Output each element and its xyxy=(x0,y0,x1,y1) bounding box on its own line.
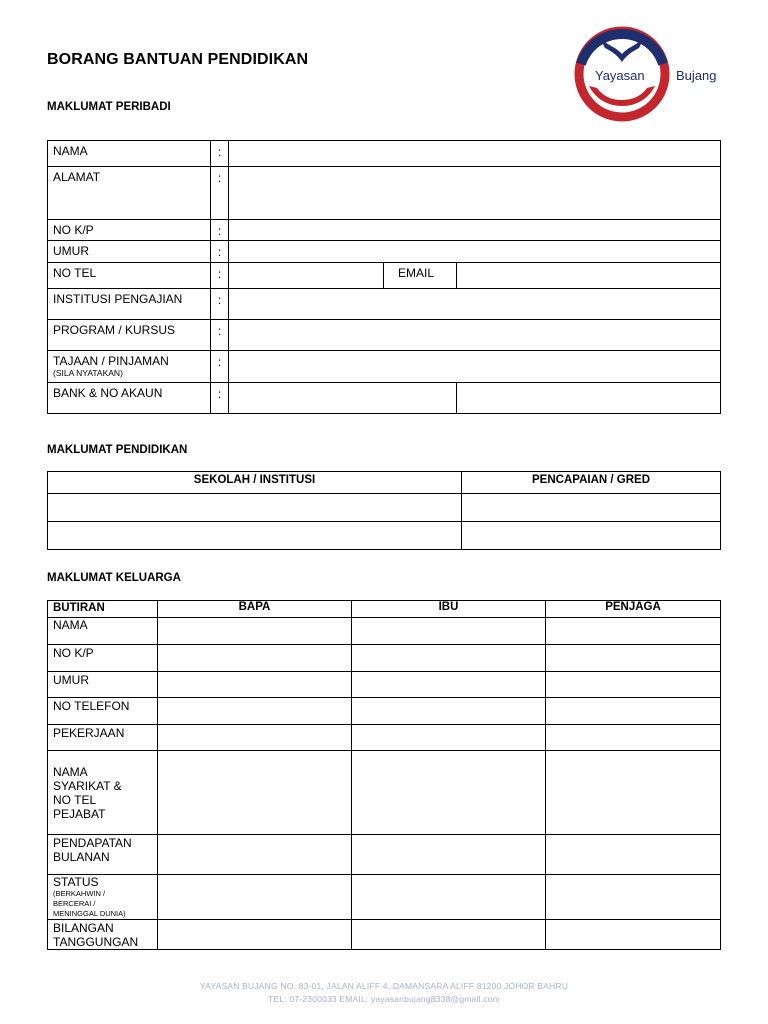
father-dependents-field[interactable] xyxy=(158,920,352,950)
label-name: NAMA xyxy=(48,141,211,167)
colon: : xyxy=(211,220,229,241)
guardian-age-field[interactable] xyxy=(546,672,721,698)
footer-address: YAYASAN BUJANG NO. 83-01, JALAN ALIFF 4, DAMANSARA ALIFF 81200 JOHOR BAHRU xyxy=(199,981,569,991)
company-label-line: PEJABAT xyxy=(53,807,106,821)
section-title-personal: MAKLUMAT PERIBADI xyxy=(47,101,171,113)
status-note-line: BERCERAI / xyxy=(53,899,96,908)
ic-field[interactable] xyxy=(229,220,721,241)
colon: : xyxy=(211,263,229,289)
sponsorship-field[interactable] xyxy=(229,351,721,383)
label-email: EMAIL xyxy=(384,263,457,289)
name-field[interactable] xyxy=(229,141,721,167)
form-title: BORANG BANTUAN PENDIDIKAN xyxy=(47,51,309,68)
col-header-item: BUTIRAN xyxy=(48,601,158,618)
guardian-dependents-field[interactable] xyxy=(546,920,721,950)
dependents-label-line: BILANGAN xyxy=(53,921,114,935)
family-table xyxy=(47,600,721,950)
colon: : xyxy=(211,141,229,167)
label-phone: NO TEL xyxy=(48,263,211,289)
guardian-ic-field[interactable] xyxy=(546,645,721,672)
section-title-family: MAKLUMAT KELUARGA xyxy=(47,572,181,584)
label-sponsorship xyxy=(48,351,211,383)
school-field[interactable] xyxy=(48,494,462,522)
mother-name-field[interactable] xyxy=(352,618,546,645)
col-header-mother: IBU xyxy=(352,601,546,618)
status-note-line: MENINGGAL DUNIA) xyxy=(53,909,126,918)
mother-phone-field[interactable] xyxy=(352,698,546,725)
mother-status-field[interactable] xyxy=(352,875,546,920)
address-field[interactable] xyxy=(229,167,721,220)
colon: : xyxy=(211,383,229,414)
account-number-field[interactable] xyxy=(457,383,721,414)
age-field[interactable] xyxy=(229,241,721,263)
father-phone-field[interactable] xyxy=(158,698,352,725)
mother-ic-field[interactable] xyxy=(352,645,546,672)
mother-dependents-field[interactable] xyxy=(352,920,546,950)
col-header-grade: PENCAPAIAN / GRED xyxy=(462,472,721,494)
sponsorship-note: (SILA NYATAKAN) xyxy=(53,368,123,378)
status-note-line: (BERKAHWIN / xyxy=(53,889,106,898)
father-job-field[interactable] xyxy=(158,725,352,751)
row-label-job: PEKERJAAN xyxy=(48,725,158,751)
colon: : xyxy=(211,241,229,263)
row-label-ic: NO K/P xyxy=(48,645,158,672)
row-label-age: UMUR xyxy=(48,672,158,698)
grade-field[interactable] xyxy=(462,522,721,550)
colon: : xyxy=(211,351,229,383)
father-income-field[interactable] xyxy=(158,835,352,875)
row-label-phone: NO TELEFON xyxy=(48,698,158,725)
company-label-line: NO TEL xyxy=(53,793,97,807)
father-status-field[interactable] xyxy=(158,875,352,920)
dependents-label-line: TANGGUNGAN xyxy=(53,935,139,949)
row-label-dependents xyxy=(48,920,158,950)
grade-field[interactable] xyxy=(462,494,721,522)
school-field[interactable] xyxy=(48,522,462,550)
row-label-status xyxy=(48,875,158,920)
col-header-guardian: PENJAGA xyxy=(546,601,721,618)
col-header-school: SEKOLAH / INSTITUSI xyxy=(48,472,462,494)
row-label-company xyxy=(48,751,158,835)
logo-text-right: Bujang xyxy=(676,68,717,83)
bank-name-field[interactable] xyxy=(229,383,457,414)
colon: : xyxy=(211,289,229,320)
section-title-education: MAKLUMAT PENDIDIKAN xyxy=(47,444,188,456)
father-company-field[interactable] xyxy=(158,751,352,835)
guardian-income-field[interactable] xyxy=(546,835,721,875)
colon: : xyxy=(211,167,229,220)
father-age-field[interactable] xyxy=(158,672,352,698)
label-institution: INSTITUSI PENGAJIAN xyxy=(48,289,211,320)
col-header-father: BAPA xyxy=(158,601,352,618)
mother-age-field[interactable] xyxy=(352,672,546,698)
company-label-line: NAMA xyxy=(53,765,88,779)
guardian-job-field[interactable] xyxy=(546,725,721,751)
guardian-company-field[interactable] xyxy=(546,751,721,835)
phone-field[interactable] xyxy=(229,263,384,289)
footer-contact: TEL: 07-2300033 EMAIL: yayasanbujang8338@gmail.com xyxy=(268,994,500,1004)
company-label-line: SYARIKAT & xyxy=(53,779,122,793)
father-name-field[interactable] xyxy=(158,618,352,645)
program-field[interactable] xyxy=(229,320,721,351)
income-label-line: PENDAPATAN xyxy=(53,836,132,850)
mother-company-field[interactable] xyxy=(352,751,546,835)
label-address: ALAMAT xyxy=(48,167,211,220)
label-age: UMUR xyxy=(48,241,211,263)
yayasan-bujang-logo xyxy=(571,24,727,124)
personal-info-table xyxy=(47,140,721,414)
education-table xyxy=(47,471,721,550)
guardian-status-field[interactable] xyxy=(546,875,721,920)
label-program: PROGRAM / KURSUS xyxy=(48,320,211,351)
guardian-phone-field[interactable] xyxy=(546,698,721,725)
email-field[interactable] xyxy=(457,263,721,289)
mother-job-field[interactable] xyxy=(352,725,546,751)
logo-text-left: Yayasan xyxy=(595,68,645,83)
mother-income-field[interactable] xyxy=(352,835,546,875)
status-label: STATUS xyxy=(53,875,99,889)
label-bank: BANK & NO AKAUN xyxy=(48,383,211,414)
row-label-name: NAMA xyxy=(48,618,158,645)
income-label-line: BULANAN xyxy=(53,850,110,864)
institution-field[interactable] xyxy=(229,289,721,320)
guardian-name-field[interactable] xyxy=(546,618,721,645)
label-ic: NO K/P xyxy=(48,220,211,241)
father-ic-field[interactable] xyxy=(158,645,352,672)
sponsorship-label: TAJAAN / PINJAMAN xyxy=(53,354,169,368)
colon: : xyxy=(211,320,229,351)
row-label-income xyxy=(48,835,158,875)
